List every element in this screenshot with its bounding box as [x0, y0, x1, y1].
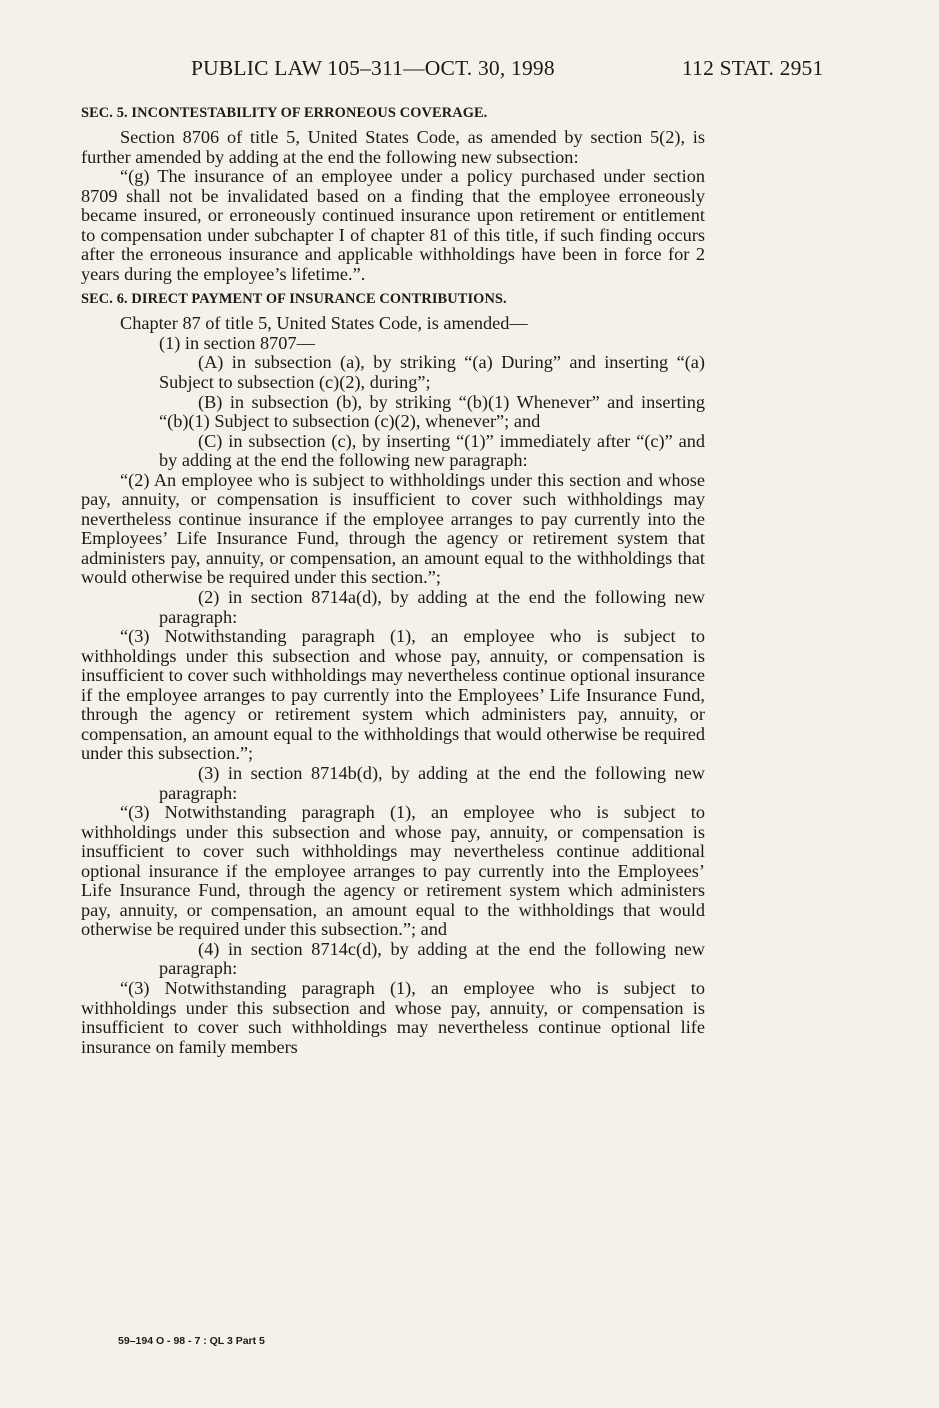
- amendment-item: (4) in section 8714c(d), by adding at the end the following new paragraph:: [159, 938, 705, 979]
- amendment-item: (2) in section 8714a(d), by adding at the end the following new paragraph:: [159, 587, 705, 627]
- body-text: [81, 103, 705, 1057]
- quoted-subsection: “(g) The insurance of an employee under a policy purchased under section 8709 shall not be invalidated based on a finding that the employee erroneously became insured, or erroneously continued insurance upon retirement or entitlement to compensation under subchapter I of chapter 81 of this title, if such finding occurs after the erroneous insurance and applicable withholdings have been in force for 2 years during the employee’s lifetime.”.: [81, 166, 705, 284]
- amendment-item: (3) in section 8714b(d), by adding at the end the following new paragraph:: [159, 762, 705, 803]
- section-heading: SEC. 5. INCONTESTABILITY OF ERRONEOUS COVERAGE.: [81, 105, 488, 121]
- amendment-subitem: (A) in subsection (a), by striking “(a) During” and inserting “(a) Subject to subsection (c)(2), during”;: [159, 352, 705, 393]
- section-heading: SEC. 6. DIRECT PAYMENT OF INSURANCE CONTRIBUTIONS.: [81, 291, 507, 308]
- paragraph: Chapter 87 of title 5, United States Code, is amended—: [120, 313, 528, 334]
- printer-imprint: 59–194 O - 98 - 7 : QL 3 Part 5: [118, 1335, 265, 1347]
- statute-page-number: 112 STAT. 2951: [682, 56, 824, 80]
- running-header-title: PUBLIC LAW 105–311—OCT. 30, 1998: [191, 56, 555, 80]
- quoted-paragraph: “(2) An employee who is subject to withholdings under this section and whose pay, annuity, or compensation is insufficient to cover such withholdings may nevertheless continue insurance if the employee arranges to pay currently into the Employees’ Life Insurance Fund, through the agency or retirement system that administers pay, annuity, or compensation, an amount equal to the withholdings that would otherwise be required under this section.”;: [81, 469, 705, 588]
- amendment-subitem: (B) in subsection (b), by striking “(b)(1) Whenever” and inserting “(b)(1) Subject to subsection (c)(2), whenever”; and: [159, 391, 705, 432]
- amendment-item: (1) in section 8707—: [159, 332, 315, 353]
- quoted-paragraph: “(3) Notwithstanding paragraph (1), an employee who is subject to withholdings under this subsection and whose pay, annuity, or compensation is insufficient to cover such withholdings may nevertheless continue optional insurance if the employee arranges to pay currently into the Employees’ Life Insurance Fund, through the agency or retirement system which administers pay, annuity, or compensation, an amount equal to the withholdings that would otherwise be required under this subsection.”;: [81, 626, 705, 764]
- quoted-paragraph: “(3) Notwithstanding paragraph (1), an employee who is subject to withholdings under this subsection and whose pay, annuity, or compensation is insufficient to cover such withholdings may nevertheless continue optional life insurance on family members: [81, 977, 705, 1057]
- amendment-subitem: (C) in subsection (c), by inserting “(1)” immediately after “(c)” and by adding at the end the following new paragraph:: [159, 430, 705, 471]
- quoted-paragraph: “(3) Notwithstanding paragraph (1), an employee who is subject to withholdings under this subsection and whose pay, annuity, or compensation is insufficient to cover such withholdings may nevertheless continue additional optional insurance if the employee arranges to pay currently into the Employees’ Life Insurance Fund, through the agency or retirement system which administers pay, annuity, or compensation, an amount equal to the withholdings that would otherwise be required under this subsection.”; and: [81, 802, 705, 940]
- paragraph: Section 8706 of title 5, United States Code, as amended by section 5(2), is further amended by adding at the end the following new subsection:: [81, 127, 705, 167]
